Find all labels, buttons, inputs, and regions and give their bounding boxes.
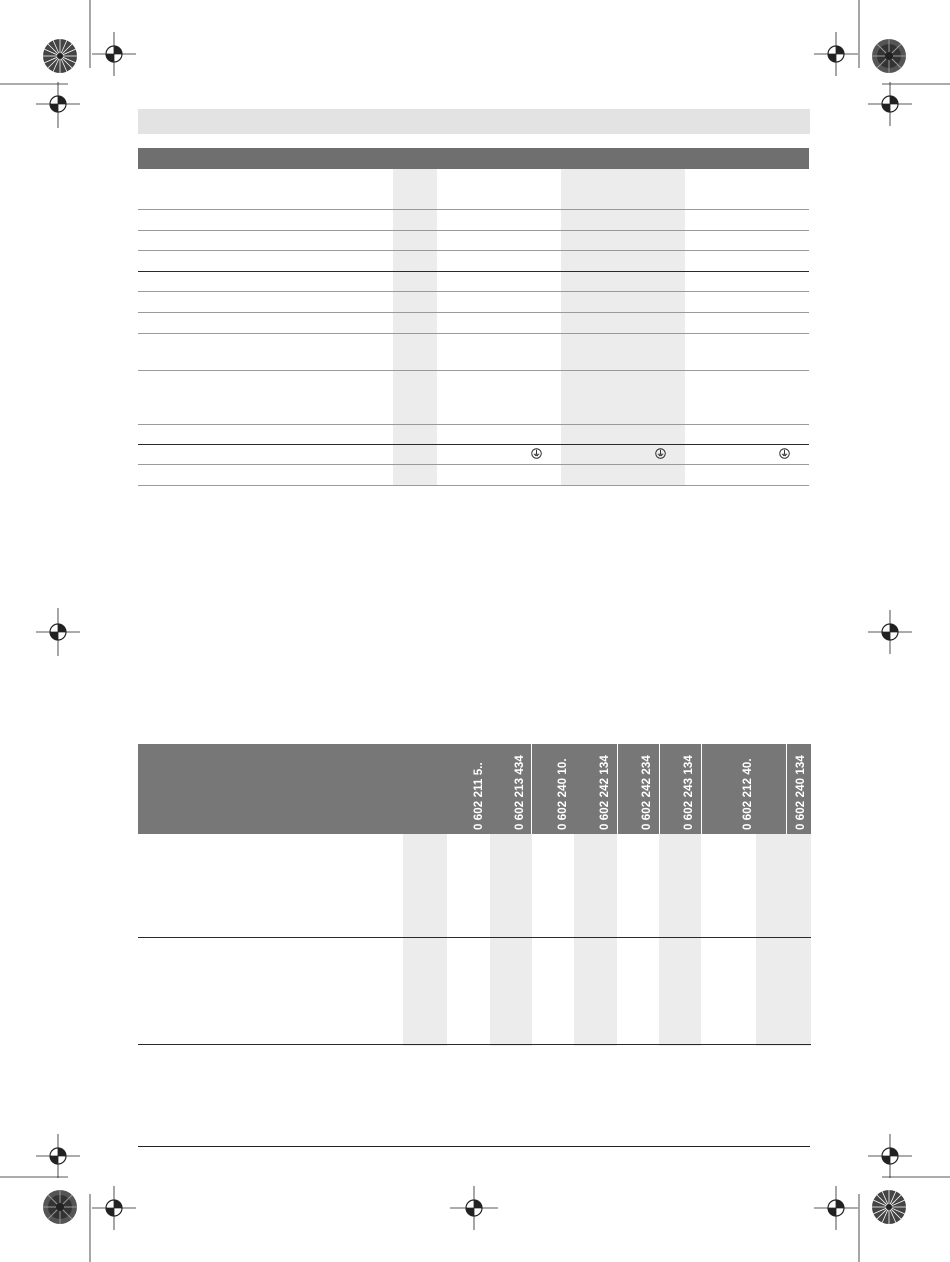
registration-crosshair-icon <box>90 30 138 78</box>
starburst-rosette-icon <box>42 38 78 74</box>
registration-crosshair-icon <box>34 608 82 656</box>
column-header-code: 0 602 240 134 <box>795 755 807 830</box>
starburst-rosette-icon <box>871 38 907 74</box>
starburst-rosette-icon <box>42 1189 78 1225</box>
column-header-code: 0 602 243 134 <box>683 755 695 830</box>
column-header-code: 0 602 211 5.. <box>473 762 485 830</box>
registration-crosshair-icon <box>90 1184 138 1232</box>
registration-crosshair-icon <box>866 1132 914 1180</box>
column-header-code: 0 602 212 40. <box>742 758 754 830</box>
registration-crosshair-icon <box>812 30 860 78</box>
column-header-code: 0 602 213 434 <box>514 755 526 830</box>
registration-crosshair-icon <box>866 80 914 128</box>
starburst-rosette-icon <box>871 1189 907 1225</box>
column-header-code: 0 602 242 134 <box>599 755 611 830</box>
column-header-code: 0 602 240 10. <box>557 758 569 830</box>
column-header-code: 0 602 242 234 <box>641 755 653 830</box>
registration-crosshair-icon <box>34 80 82 128</box>
registration-crosshair-icon <box>866 608 914 656</box>
registration-crosshair-icon <box>450 1184 498 1232</box>
registration-crosshair-icon <box>812 1184 860 1232</box>
registration-crosshair-icon <box>34 1132 82 1180</box>
